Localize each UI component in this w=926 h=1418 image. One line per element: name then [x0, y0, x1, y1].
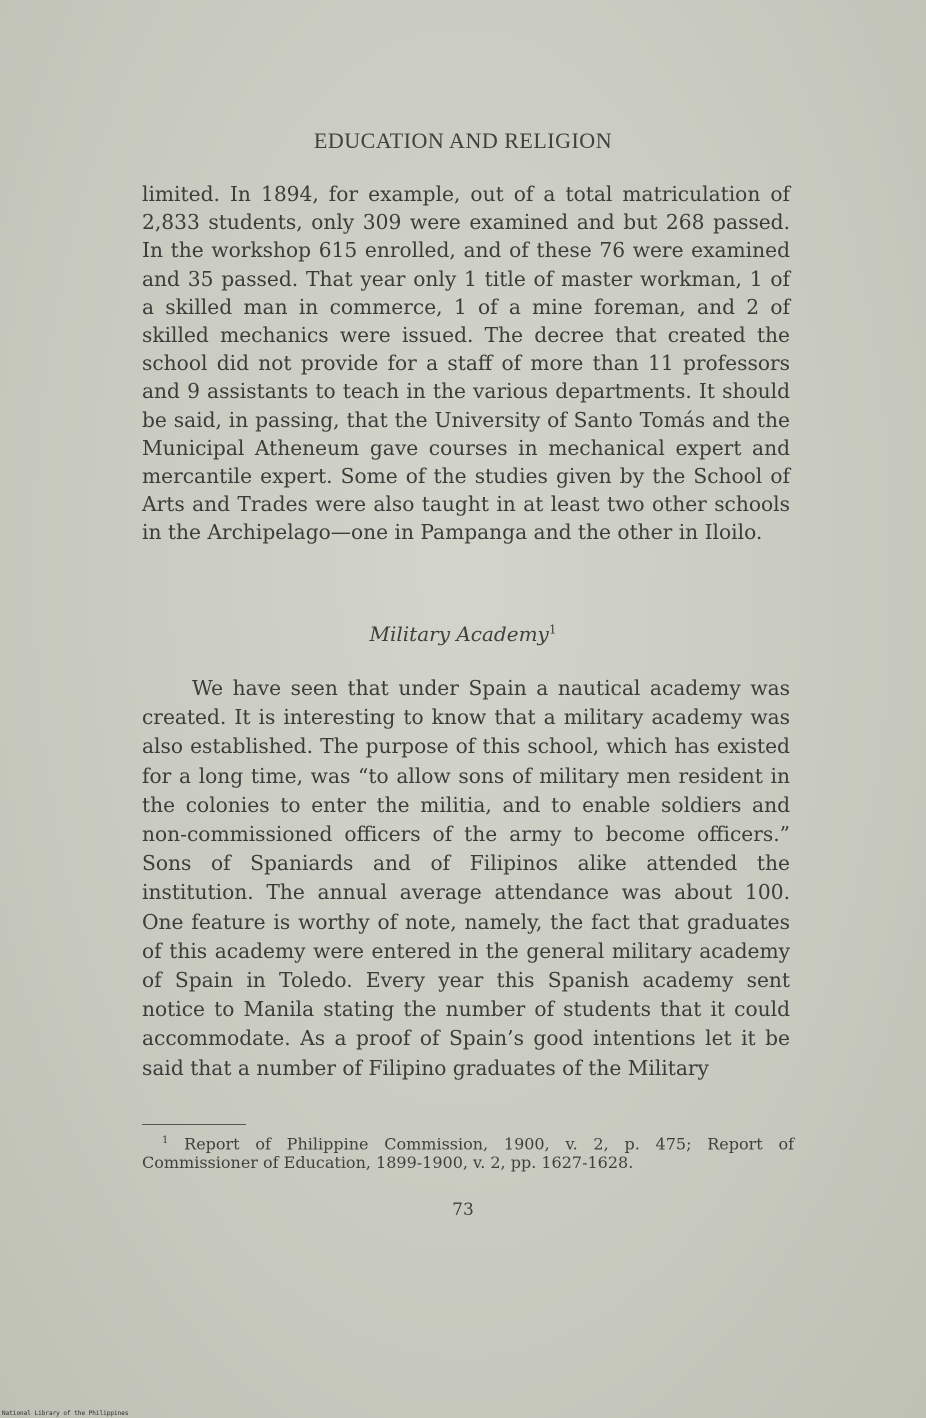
- running-head: EDUCATION AND RELIGION: [313, 128, 613, 153]
- paragraph-continuation: limited. In 1894, for example, out of a total matriculation of 2,833 students, only 309 were examined and but 268 passed. In the workshop 615 enrolled, and of these 76 were examined and 35 passed. That year only 1 title of master workman, 1 of a skilled man in commerce, 1 of a mine foreman, and 2 of skilled mechanics were issued. The decree that created the school did not provide for a staff of more than 11 professors and 9 assistants to teach in the various departments. It should be said, in passing, that the University of Santo Tomás and the Municipal Atheneum gave courses in mechanical expert and mercantile expert. Some of the studies given by the School of Arts and Trades were also taught in at least two other schools in the Archipelago—one in Pampanga and the other in Iloilo.: [142, 182, 790, 545]
- section-title: [0, 622, 926, 646]
- footnote-reference: 1: [548, 622, 557, 637]
- page-number: 73: [452, 1200, 474, 1220]
- footnote-marker: 1: [162, 1135, 169, 1146]
- scan-credit: National Library of the Philippines: [2, 1410, 129, 1417]
- footnote-text: Report of Philippine Commission, 1900, v. 2, p. 475; Report of Commissioner of Education, 1899-1900, v. 2, pp. 1627-1628.: [142, 1134, 795, 1173]
- section-title-text: Military Academy: [369, 622, 549, 646]
- footnote-divider: [142, 1124, 246, 1125]
- footnote: [142, 1131, 794, 1172]
- paragraph-military-academy: We have seen that under Spain a nautical academy was created. It is interesting to know that a military academy was also established. The purpose of this school, which has existed for a long time, was “to allow sons of military men resident in the colonies to enter the militia, and to enable soldiers and non-commissioned officers of the army to become officers.” Sons of Spaniards and of Filipinos alike attended the institution. The annual average attendance was about 100. One feature is worthy of note, namely, the fact that graduates of this academy were entered in the general military academy of Spain in Toledo. Every year this Spanish academy sent notice to Manila stating the number of students that it could accommodate. As a proof of Spain’s good intentions let it be said that a number of Filipino graduates of the Military: [142, 676, 790, 1080]
